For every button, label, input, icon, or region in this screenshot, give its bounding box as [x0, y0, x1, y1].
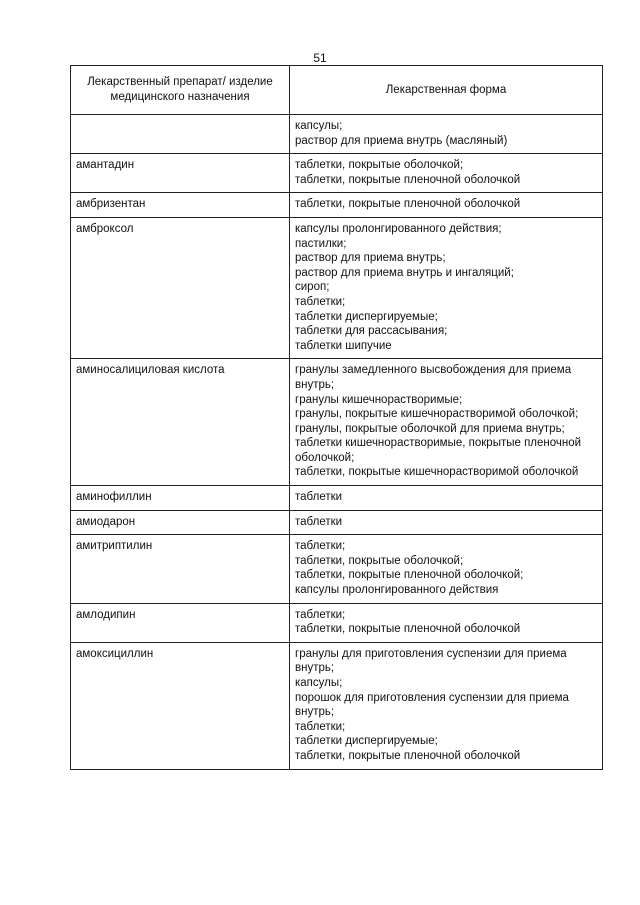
table-row: [71, 510, 603, 535]
table-row: [71, 535, 603, 603]
dosage-form-line: таблетки диспергируемые;: [295, 735, 438, 748]
dosage-form-line: раствор для приема внутрь;: [295, 252, 446, 265]
dosage-form-line: гранулы замедленного высвобождения для приема внутрь;: [295, 364, 572, 391]
dosage-form-line: пастилки;: [295, 237, 347, 250]
dosage-form-line: таблетки шипучие: [295, 339, 392, 352]
dosage-form-line: таблетки;: [295, 540, 346, 553]
dosage-form-cell: [290, 217, 603, 358]
dosage-form-line: порошок для приготовления суспензии для приема внутрь;: [295, 691, 569, 719]
dosage-form-line: таблетки, покрытые кишечнорастворимой оболочкой: [295, 466, 579, 479]
dosage-form-line: гранулы, покрытые кишечнорастворимой оболочкой;: [295, 408, 579, 421]
dosage-form-line: таблетки;: [295, 608, 346, 621]
table-header-row: [71, 66, 603, 115]
drug-name-cell: амброксол: [71, 217, 290, 358]
dosage-form-cell: [290, 359, 603, 486]
dosage-form-line: таблетки, покрытые оболочкой;: [295, 554, 464, 567]
drug-name-cell: амбризентан: [71, 193, 290, 218]
dosage-form-cell: [290, 603, 603, 642]
dosage-form-line: таблетки, покрытые пленочной оболочкой;: [295, 569, 524, 582]
table-row: [71, 115, 603, 154]
dosage-form-line: капсулы пролонгированного действия;: [295, 222, 502, 235]
dosage-form-line: сироп;: [295, 281, 330, 294]
dosage-form-cell: [290, 535, 603, 603]
table-row: [71, 642, 603, 769]
dosage-form-line: раствор для приема внутрь (масляный): [295, 134, 508, 147]
drug-name-cell: амиодарон: [71, 510, 290, 535]
drug-name-cell: амантадин: [71, 154, 290, 193]
dosage-form-cell: [290, 642, 603, 769]
table-row: [71, 217, 603, 358]
dosage-form-cell: [290, 154, 603, 193]
dosage-form-line: капсулы;: [295, 120, 343, 132]
dosage-form-line: гранулы для приготовления суспензии для приема внутрь;: [295, 647, 567, 675]
dosage-form-line: таблетки, покрытые оболочкой;: [295, 159, 464, 172]
header-drug: Лекарственный препарат/ изделие медицинского назначения: [71, 66, 290, 115]
dosage-form-line: таблетки диспергируемые;: [295, 310, 438, 323]
dosage-form-line: таблетки, покрытые пленочной оболочкой: [295, 198, 521, 211]
table-body: [71, 115, 603, 770]
dosage-form-cell: [290, 115, 603, 154]
drug-name-cell: амитриптилин: [71, 535, 290, 603]
dosage-form-cell: [290, 193, 603, 218]
drug-name-cell: амоксициллин: [71, 642, 290, 769]
dosage-form-line: гранулы кишечнорастворимые;: [295, 393, 463, 406]
page-number: 51: [313, 51, 327, 65]
dosage-form-line: таблетки, покрытые пленочной оболочкой: [295, 623, 521, 636]
dosage-form-line: таблетки: [295, 515, 343, 528]
dosage-form-line: таблетки: [295, 491, 343, 504]
table-row: [71, 603, 603, 642]
drug-name-cell: аминосалициловая кислота: [71, 359, 290, 486]
drug-name-cell: аминофиллин: [71, 486, 290, 511]
drug-name-cell: амлодипин: [71, 603, 290, 642]
dosage-form-line: таблетки;: [295, 295, 346, 308]
dosage-form-cell: [290, 510, 603, 535]
table-row: [71, 154, 603, 193]
table-row: [71, 486, 603, 511]
dosage-form-line: таблетки;: [295, 720, 346, 733]
table-row: [71, 359, 603, 486]
drug-name-cell: [71, 115, 290, 154]
header-form: Лекарственная форма: [290, 66, 603, 115]
dosage-form-line: таблетки, покрытые пленочной оболочкой: [295, 173, 521, 186]
table-row: [71, 193, 603, 218]
dosage-form-line: гранулы, покрытые оболочкой для приема внутрь;: [295, 422, 565, 435]
dosage-form-line: таблетки кишечнорастворимые, покрытые пленочной оболочкой;: [295, 437, 582, 464]
dosage-form-line: капсулы;: [295, 677, 343, 689]
dosage-form-line: таблетки, покрытые пленочной оболочкой: [295, 749, 521, 762]
drug-form-table: [70, 65, 603, 770]
dosage-form-line: таблетки для рассасывания;: [295, 325, 448, 338]
dosage-form-line: капсулы пролонгированного действия: [295, 584, 499, 597]
dosage-form-line: раствор для приема внутрь и ингаляций;: [295, 266, 514, 279]
dosage-form-cell: [290, 486, 603, 511]
